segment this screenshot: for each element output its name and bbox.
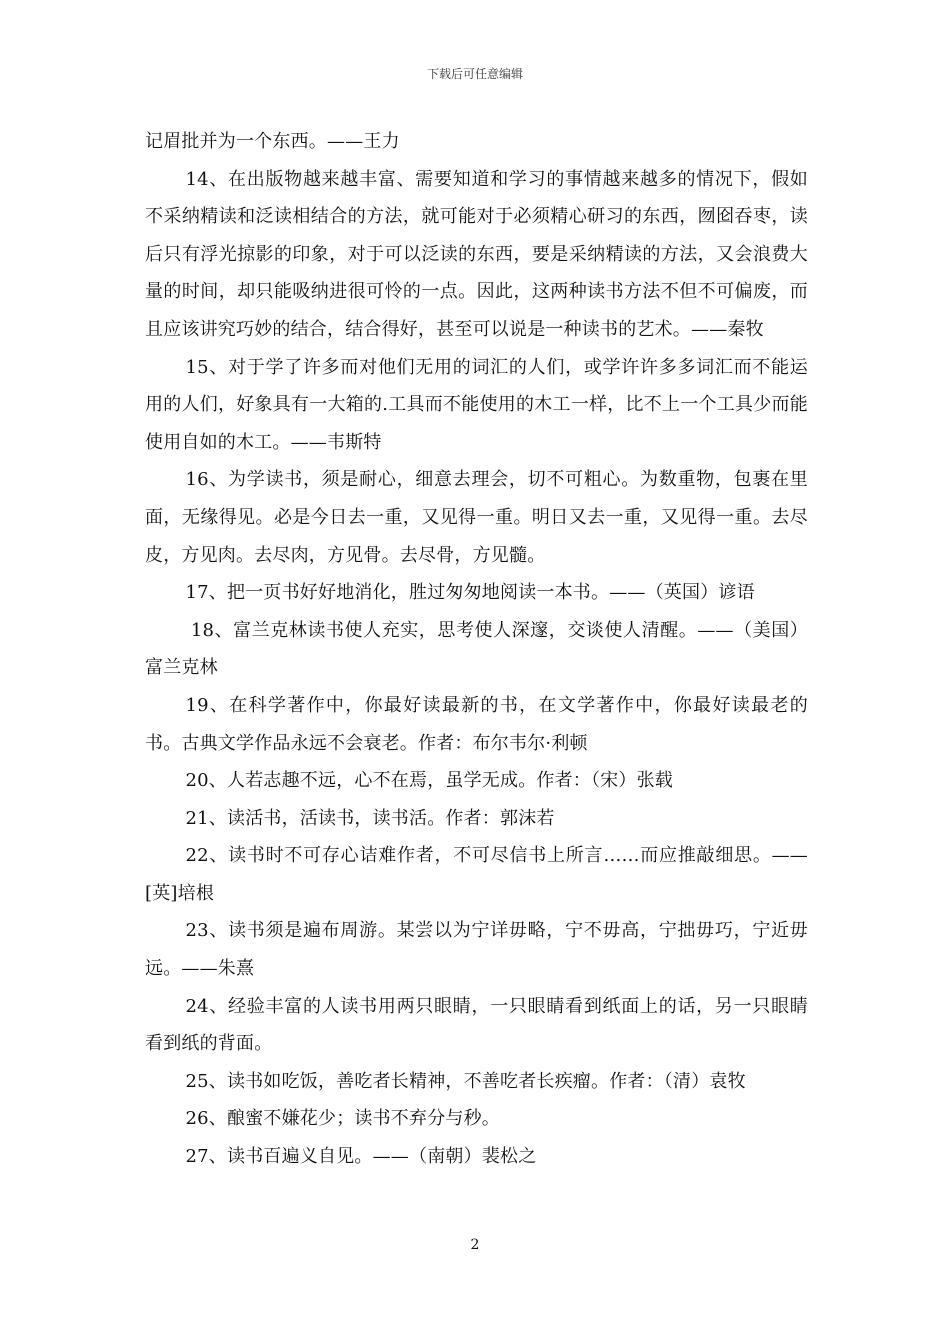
quote-20: 20、人若志趣不远，心不在焉，虽学无成。作者：（宋）张载 (185, 770, 674, 792)
quote-18: 18、富兰克林读书使人充实，思考使人深邃，交谈使人清醒。——（美国）富兰克林 (145, 619, 808, 679)
quote-14: 14、在出版物越来越丰富、需要知道和学习的事情越来越多的情况下，假如不采纳精读和泛读相结合的方法，就可能对于必须精心研习的东西，囫囵吞枣，读后只有浮光掠影的印象，对于可以泛读的东西，要是采纳精读的方法，又会浪费大量的时间，却只能吸纳进很可怜的一点。因此，这两种读书方法不但不可偏废，而且应该讲究巧妙的结合，结合得好，甚至可以说是一种读书的艺术。——秦牧 (145, 168, 808, 340)
quote-27: 27、读书百遍义自见。——（南朝）裴松之 (185, 1146, 537, 1168)
quote-21: 21、读活书，活读书，读书活。作者：郭沫若 (185, 807, 555, 829)
quote-19: 19、在科学著作中，你最好读最新的书，在文学著作中，你最好读最老的书。古典文学作品永远不会衰老。作者：布尔韦尔·利顿 (145, 694, 808, 754)
quote-22: 22、读书时不可存心诘难作者，不可尽信书上所言……而应推敲细思。——[英]培根 (145, 845, 808, 904)
quote-26: 26、酿蜜不嫌花少；读书不弃分与秒。 (185, 1108, 501, 1130)
quote-15: 15、对于学了许多而对他们无用的词汇的人们，或学许许多多词汇而不能运用的人们，好象具有一大箱的.工具而不能使用的木工一样，比不上一个工具少而能使用自如的木工。——韦斯特 (145, 356, 808, 453)
quote-23: 23、读书须是遍布周游。某尝以为宁详毋略，宁不毋高，宁拙毋巧，宁近毋远。——朱熹 (145, 920, 808, 980)
document-body (145, 123, 808, 1176)
paragraph-continuation: 记眉批并为一个东西。——王力 (145, 131, 400, 152)
quote-17: 17、把一页书好好地消化，胜过匆匆地阅读一本书。——（英国）谚语 (185, 582, 755, 604)
quote-16: 16、为学读书，须是耐心，细意去理会，切不可粗心。为数重物，包裹在里面，无缘得见。必是今日去一重，又见得一重。明日又去一重，又见得一重。去尽皮，方见肉。去尽肉，方见骨。去尽骨，方见髓。 (145, 469, 808, 566)
quote-24: 24、经验丰富的人读书用两只眼睛，一只眼睛看到纸面上的话，另一只眼睛看到纸的背面。 (145, 995, 808, 1055)
page-header: 下载后可任意编辑 (426, 67, 523, 81)
quote-25: 25、读书如吃饭，善吃者长精神，不善吃者长疾瘤。作者：（清）袁牧 (185, 1070, 746, 1092)
page-number: 2 (470, 1237, 480, 1253)
